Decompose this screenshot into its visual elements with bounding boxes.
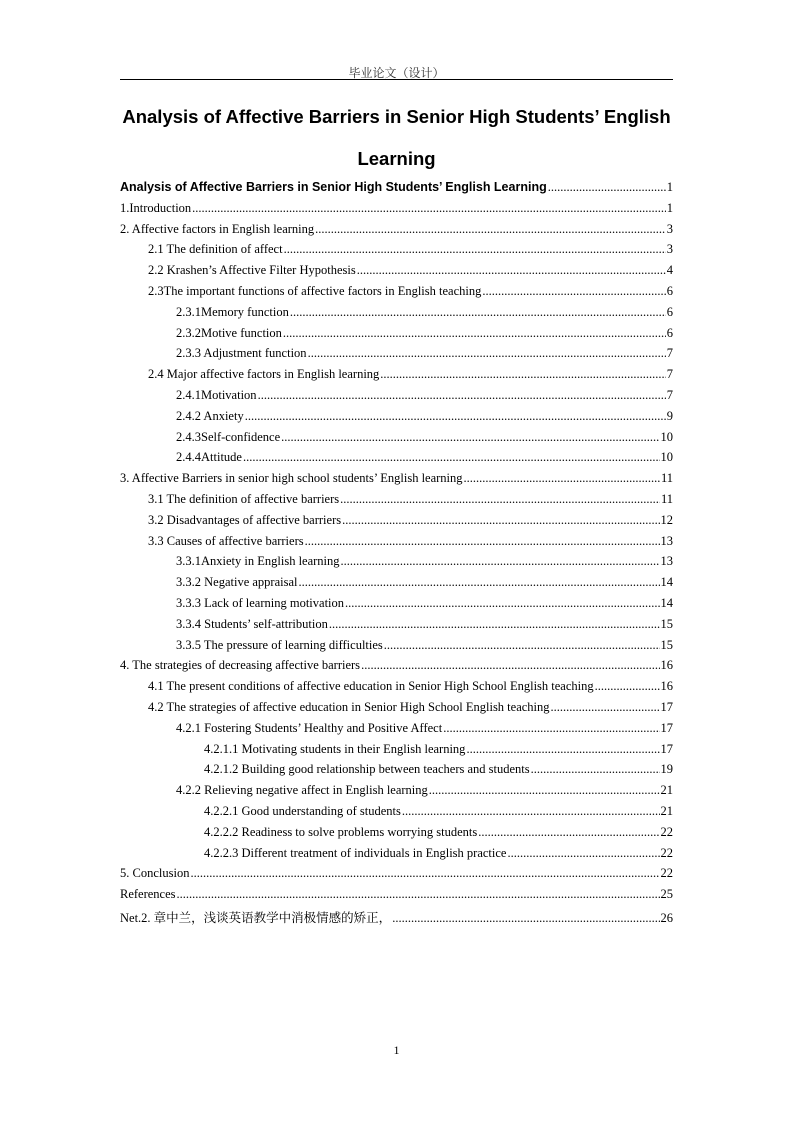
toc-entry-page: 11: [660, 492, 673, 506]
toc-entry-title: 3.3.1Anxiety in English learning: [176, 554, 340, 569]
toc-entry[interactable]: [176, 388, 673, 408]
toc-entry-page: 14: [660, 575, 673, 590]
toc-entry-page: 22: [660, 845, 673, 860]
toc-entry-page: 22: [660, 824, 673, 839]
toc-entry-title: 3.3.4 Students’ self-attribution: [176, 616, 328, 631]
toc-entry-page: 25: [660, 887, 673, 902]
toc-entry[interactable]: [176, 430, 673, 450]
toc-dot-leader: [478, 825, 659, 840]
toc-dot-leader: [466, 742, 659, 757]
toc-entry-page: 1: [666, 180, 673, 194]
toc-entry-title: 2.4.4Attitude: [176, 450, 242, 465]
toc-entry[interactable]: [176, 409, 673, 429]
header-divider: [120, 79, 673, 80]
toc-dot-leader: [298, 575, 659, 590]
toc-entry-title: Analysis of Affective Barriers in Senior High Students’ English Learning: [120, 180, 547, 194]
toc-entry-page: 26: [660, 911, 673, 925]
toc-entry-title: 2.1 The definition of affect: [148, 242, 283, 257]
toc-dot-leader: [340, 492, 660, 507]
toc-dot-leader: [243, 450, 660, 465]
toc-entry-title: 4.2.1.1 Motivating students in their English learning: [204, 741, 466, 756]
toc-dot-leader: [308, 346, 666, 361]
toc-entry[interactable]: [120, 222, 673, 242]
toc-entry[interactable]: [204, 742, 673, 762]
toc-entry-page: 10: [660, 450, 673, 465]
toc-entry[interactable]: [176, 617, 673, 637]
toc-entry[interactable]: [120, 887, 673, 907]
toc-entry-title: Net.2. 章中兰，浅谈英语教学中消极情感的矫正，: [120, 911, 392, 925]
toc-entry-page: 14: [660, 596, 673, 610]
toc-dot-leader: [177, 887, 660, 902]
toc-entry-page: 21: [660, 783, 673, 798]
toc-entry-page: 7: [666, 388, 673, 402]
toc-entry-title: 3.3.2 Negative appraisal: [176, 575, 298, 590]
toc-entry-title: 2.4.1Motivation: [176, 388, 257, 402]
toc-entry-title: 3.3.5 The pressure of learning difficulties: [176, 637, 383, 652]
toc-dot-leader: [258, 388, 666, 403]
toc-entry[interactable]: [120, 908, 673, 928]
toc-dot-leader: [551, 700, 660, 715]
toc-entry[interactable]: [176, 346, 673, 366]
toc-dot-leader: [531, 762, 660, 777]
toc-entry-page: 7: [666, 367, 673, 382]
toc-dot-leader: [357, 263, 666, 278]
toc-entry-title: 2.3.1Memory function: [176, 304, 289, 319]
toc-entry-title: 4.2.2.3 Different treatment of individuals in English practice: [204, 845, 507, 860]
toc-dot-leader: [380, 367, 665, 382]
toc-dot-leader: [464, 471, 660, 486]
toc-entry-title: 1.Introduction: [120, 200, 192, 215]
toc-dot-leader: [429, 783, 660, 798]
toc-entry-title: 4.2.2.2 Readiness to solve problems worrying students: [204, 824, 478, 839]
toc-entry[interactable]: [176, 450, 673, 470]
toc-dot-leader: [284, 242, 666, 257]
toc-dot-leader: [305, 534, 660, 549]
toc-entry-page: 10: [660, 429, 673, 444]
toc-entry-page: 21: [660, 804, 673, 818]
toc-entry-title: 4.2.1.2 Building good relationship between teachers and students: [204, 762, 530, 777]
toc-entry-title: 4.2.2.1 Good understanding of students: [204, 804, 401, 818]
toc-entry[interactable]: [148, 534, 673, 554]
toc-entry[interactable]: [148, 700, 673, 720]
toc-entry-page: 4: [666, 263, 673, 278]
toc-entry-title: 2.3The important functions of affective factors in English teaching: [148, 284, 482, 298]
toc-entry-title: 3.2 Disadvantages of affective barriers: [148, 512, 342, 527]
toc-entry-title: 2.4.3Self-confidence: [176, 429, 281, 444]
toc-entry-page: 7: [666, 346, 673, 361]
toc-dot-leader: [443, 721, 659, 736]
toc-entry-title: 3.3.3 Lack of learning motivation: [176, 596, 345, 610]
toc-entry-title: 4.2.2 Relieving negative affect in English learning: [176, 783, 428, 798]
toc-entry[interactable]: [120, 866, 673, 886]
toc-dot-leader: [548, 180, 666, 195]
toc-entry[interactable]: [176, 575, 673, 595]
toc-entry-title: 2.3.2Motive function: [176, 325, 282, 340]
toc-entry-page: 16: [660, 658, 673, 673]
toc-dot-leader: [392, 911, 659, 926]
toc-entry-page: 22: [660, 866, 673, 881]
toc-entry[interactable]: [148, 679, 673, 699]
toc-entry-title: 2.2 Krashen’s Affective Filter Hypothesis: [148, 263, 356, 278]
toc-entry-title: 4.2 The strategies of affective education in Senior High School English teaching: [148, 700, 550, 714]
toc-dot-leader: [245, 409, 666, 424]
toc-entry[interactable]: [176, 596, 673, 616]
toc-entry[interactable]: [148, 284, 673, 304]
toc-dot-leader: [482, 284, 665, 299]
toc-entry-title: 3.1 The definition of affective barriers: [148, 492, 340, 506]
toc-dot-leader: [342, 513, 659, 528]
toc-dot-leader: [192, 201, 666, 216]
toc-entry-page: 19: [660, 762, 673, 777]
toc-dot-leader: [315, 222, 666, 237]
toc-entry-page: 17: [660, 700, 673, 714]
toc-entry-page: 6: [666, 304, 673, 319]
toc-dot-leader: [329, 617, 660, 632]
toc-dot-leader: [345, 596, 659, 611]
toc-entry-page: 6: [666, 284, 673, 298]
toc-dot-leader: [384, 638, 660, 653]
toc-entry[interactable]: [148, 367, 673, 387]
toc-entry-title: 2.4 Major affective factors in English learning: [148, 367, 380, 382]
toc-dot-leader: [290, 305, 666, 320]
toc-entry[interactable]: [148, 263, 673, 283]
toc-entry[interactable]: [120, 658, 673, 678]
toc-entry[interactable]: [176, 554, 673, 574]
toc-entry-page: 9: [666, 408, 673, 423]
toc-entry-page: 1: [666, 200, 673, 215]
toc-entry-page: 12: [660, 512, 673, 527]
toc-entry-page: 11: [660, 471, 673, 486]
toc-entry[interactable]: [120, 471, 673, 491]
toc-entry[interactable]: [176, 638, 673, 658]
toc-dot-leader: [402, 804, 660, 819]
toc-entry-page: 15: [660, 637, 673, 652]
toc-entry-page: 17: [660, 741, 673, 756]
toc-entry-title: 3. Affective Barriers in senior high school students’ English learning: [120, 471, 463, 486]
toc-dot-leader: [361, 658, 659, 673]
toc-dot-leader: [281, 430, 659, 445]
document-title-line1: Analysis of Affective Barriers in Senior High Students’ English: [122, 106, 671, 127]
toc-entry-page: 3: [666, 221, 673, 236]
page-header: 毕业论文（设计）: [348, 66, 445, 80]
toc-entry[interactable]: [204, 762, 673, 782]
toc-entry-title: 2.4.2 Anxiety: [176, 408, 244, 423]
toc-entry-title: 4.2.1 Fostering Students’ Healthy and Positive Affect: [176, 720, 443, 735]
toc-entry[interactable]: [204, 846, 673, 866]
toc-entry[interactable]: [204, 825, 673, 845]
toc-entry-page: 16: [660, 679, 673, 694]
toc-dot-leader: [507, 846, 659, 861]
toc-entry[interactable]: [176, 783, 673, 803]
toc-entry-page: 13: [660, 533, 673, 548]
toc-dot-leader: [595, 679, 660, 694]
toc-entry[interactable]: [148, 513, 673, 533]
toc-entry[interactable]: [176, 326, 673, 346]
toc-entry-title: References: [120, 887, 176, 902]
toc-entry[interactable]: [148, 492, 673, 512]
toc-entry[interactable]: [176, 305, 673, 325]
page-number: 1: [393, 1043, 400, 1057]
toc-entry[interactable]: [204, 804, 673, 824]
toc-dot-leader: [341, 554, 660, 569]
toc-entry-page: 3: [666, 242, 673, 257]
toc-entry-title: 4.1 The present conditions of affective education in Senior High School English teaching: [148, 679, 594, 694]
toc-entry-title: 5. Conclusion: [120, 866, 190, 881]
document-title-line2: Learning: [357, 148, 436, 169]
toc-entry-page: 17: [660, 720, 673, 735]
toc-entry-title: 2. Affective factors in English learning: [120, 221, 315, 236]
toc-entry-title: 4. The strategies of decreasing affective barriers: [120, 658, 361, 673]
toc-entry-title: 2.3.3 Adjustment function: [176, 346, 307, 361]
toc-dot-leader: [283, 326, 666, 341]
toc-entry[interactable]: [148, 242, 673, 262]
toc-dot-leader: [190, 866, 659, 881]
toc-entry[interactable]: [120, 180, 673, 200]
toc-entry[interactable]: [120, 201, 673, 221]
toc-entry[interactable]: [176, 721, 673, 741]
toc-entry-title: 3.3 Causes of affective barriers: [148, 533, 304, 548]
toc-entry-page: 6: [666, 325, 673, 340]
toc-entry-page: 15: [660, 616, 673, 631]
toc-entry-page: 13: [660, 554, 673, 569]
